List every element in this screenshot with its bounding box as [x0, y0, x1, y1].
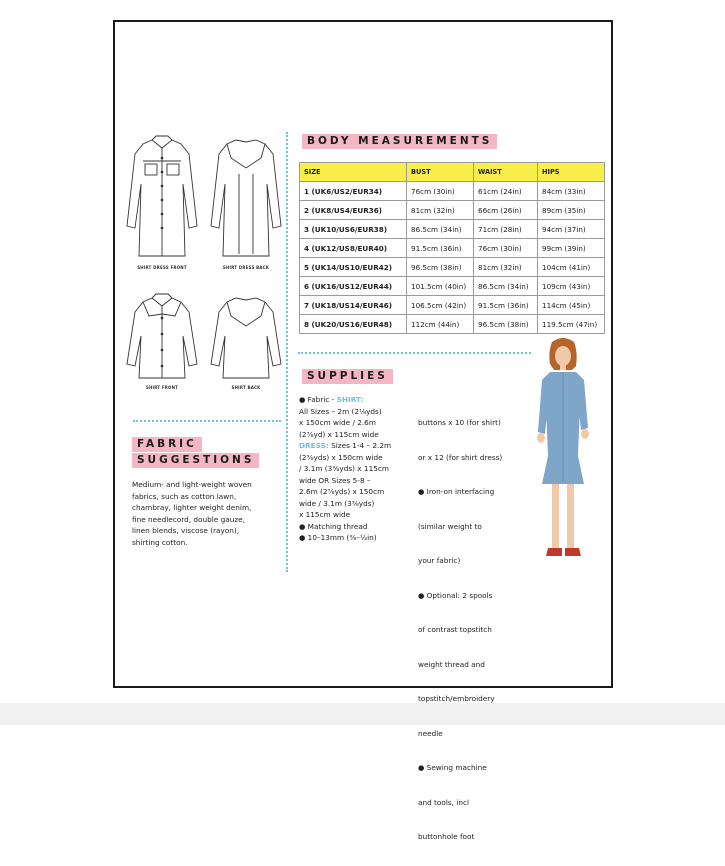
cell-waist: 96.5cm (38in) [474, 315, 538, 334]
fabric-heading: FABRIC [132, 437, 202, 452]
cell-size: 1 (UK6/US2/EUR34) [300, 182, 407, 201]
supplies-line: ● 10–13mm (⅜–½in) [299, 533, 377, 542]
header-size: SIZE [300, 163, 407, 182]
cell-waist: 76cm (30in) [474, 239, 538, 258]
cell-hips: 114cm (45in) [538, 296, 605, 315]
supplies-line: (2⅜yds) x 150cm wide [299, 452, 383, 462]
shirt-label: SHIRT: [336, 395, 364, 404]
cell-hips: 94cm (37in) [538, 220, 605, 239]
shirt-dress-front-caption: SHIRT DRESS FRONT [137, 265, 187, 270]
model-photo [532, 336, 594, 570]
cell-bust: 96.5cm (38in) [407, 258, 474, 277]
fabric-line: linen blends, viscose (rayon), [132, 526, 240, 535]
supplies-line: or x 12 (for shirt dress) [418, 452, 503, 462]
supplies-line: and tools, incl [418, 797, 469, 807]
suggestions-heading: SUGGESTIONS [132, 453, 259, 468]
supplies-fabric-line: ● Fabric - SHIRT: [299, 395, 364, 404]
cell-bust: 81cm (32in) [407, 201, 474, 220]
supplies-line: (similar weight to [418, 521, 482, 531]
fabric-line: chambray, lighter weight denim, [132, 503, 252, 512]
supplies-line: x 150cm wide / 2.6m [299, 418, 376, 427]
cell-size: 5 (UK14/US10/EUR42) [300, 258, 407, 277]
table-header-row [300, 163, 605, 182]
pattern-sheet [113, 20, 613, 841]
supplies-line: (2⅞yd) x 115cm wide [299, 429, 379, 439]
supplies-line: wide OR Sizes 5-8 – [299, 475, 371, 485]
supplies-line: topstitch/embroidery [418, 694, 495, 703]
cell-bust: 76cm (30in) [407, 182, 474, 201]
cell-bust: 112cm (44in) [407, 315, 474, 334]
fabric-line: Medium- and light-weight woven [132, 480, 252, 489]
cell-size: 8 (UK20/US16/EUR48) [300, 315, 407, 334]
measurements-table [299, 162, 605, 334]
supplies-line: of contrast topstitch [418, 625, 492, 634]
vertical-divider [286, 132, 288, 572]
cell-hips: 109cm (43in) [538, 277, 605, 296]
left-divider [133, 420, 281, 422]
supplies-line: ● Sewing machine [418, 763, 487, 772]
supplies-line: ● Optional: 2 spools [418, 590, 493, 600]
shirt-front-drawing [125, 292, 199, 384]
supplies-line: buttons x 10 (for shirt) [418, 418, 501, 427]
fabric-suggestions-text [132, 479, 252, 548]
right-divider [298, 352, 531, 354]
header-waist: WAIST [474, 163, 538, 182]
supplies-dress-line: DRESS: Sizes 1-4 – 2.2m [299, 441, 392, 450]
cell-bust: 101.5cm (40in) [407, 277, 474, 296]
supplies-line: your fabric) [418, 556, 461, 565]
shirt-dress-back-drawing [209, 134, 283, 262]
cell-hips: 104cm (41in) [538, 258, 605, 277]
supplies-line: ● Iron-on interfacing [418, 487, 495, 496]
supplies-line: / 3.1m (3⅜yds) x 115cm [299, 464, 389, 473]
shirt-front-caption: SHIRT FRONT [145, 385, 179, 390]
cell-bust: 106.5cm (42in) [407, 296, 474, 315]
cell-hips: 119.5cm (47in) [538, 315, 605, 334]
table-row [300, 315, 605, 334]
fabric-line: shirting cotton. [132, 537, 188, 547]
cell-waist: 61cm (24in) [474, 182, 538, 201]
cell-size: 6 (UK16/US12/EUR44) [300, 277, 407, 296]
supplies-heading: SUPPLIES [302, 369, 393, 384]
supplies-line: needle [418, 728, 443, 738]
cell-waist: 81cm (32in) [474, 258, 538, 277]
supplies-line: buttonhole foot [418, 832, 475, 841]
supplies-line: All Sizes – 2m (2⅛yds) [299, 406, 382, 416]
shirt-back-drawing [209, 292, 283, 384]
shirt-back-caption: SHIRT BACK [231, 385, 261, 390]
table-row [300, 296, 605, 315]
shirt-dress-back-caption: SHIRT DRESS BACK [222, 265, 270, 270]
table-row [300, 182, 605, 201]
header-hips: HIPS [538, 163, 605, 182]
cell-size: 2 (UK8/US4/EUR36) [300, 201, 407, 220]
supplies-line: 2.6m (2⅞yds) x 150cm [299, 487, 385, 496]
cell-hips: 99cm (39in) [538, 239, 605, 258]
cell-hips: 84cm (33in) [538, 182, 605, 201]
supplies-line: x 115cm wide [299, 510, 351, 519]
cell-bust: 91.5cm (36in) [407, 239, 474, 258]
table-row [300, 220, 605, 239]
body-measurements-heading: BODY MEASUREMENTS [302, 134, 497, 149]
header-bust: BUST [407, 163, 474, 182]
supplies-line: weight thread and [418, 659, 485, 669]
cell-hips: 89cm (35in) [538, 201, 605, 220]
table-row [300, 258, 605, 277]
cell-waist: 71cm (28in) [474, 220, 538, 239]
table-row [300, 277, 605, 296]
cell-waist: 86.5cm (34in) [474, 277, 538, 296]
cell-waist: 66cm (26in) [474, 201, 538, 220]
cell-size: 3 (UK10/US6/EUR38) [300, 220, 407, 239]
cell-waist: 91.5cm (36in) [474, 296, 538, 315]
supplies-line: ● Matching thread [299, 521, 368, 531]
supplies-line: wide / 3.1m (3⅜yds) [299, 498, 375, 508]
cell-size: 4 (UK12/US8/EUR40) [300, 239, 407, 258]
supplies-column-2 [418, 394, 502, 866]
fabric-line: fine needlecord, double gauze, [132, 514, 245, 524]
table-row [300, 201, 605, 220]
fabric-line: fabrics, such as cotton lawn, [132, 491, 237, 501]
cell-size: 7 (UK18/US14/EUR46) [300, 296, 407, 315]
shirt-dress-front-drawing [125, 134, 199, 262]
cell-bust: 86.5cm (34in) [407, 220, 474, 239]
bottom-strip [0, 703, 725, 725]
dress-label: DRESS: [299, 441, 329, 450]
table-row [300, 239, 605, 258]
supplies-column-1 [299, 394, 391, 544]
